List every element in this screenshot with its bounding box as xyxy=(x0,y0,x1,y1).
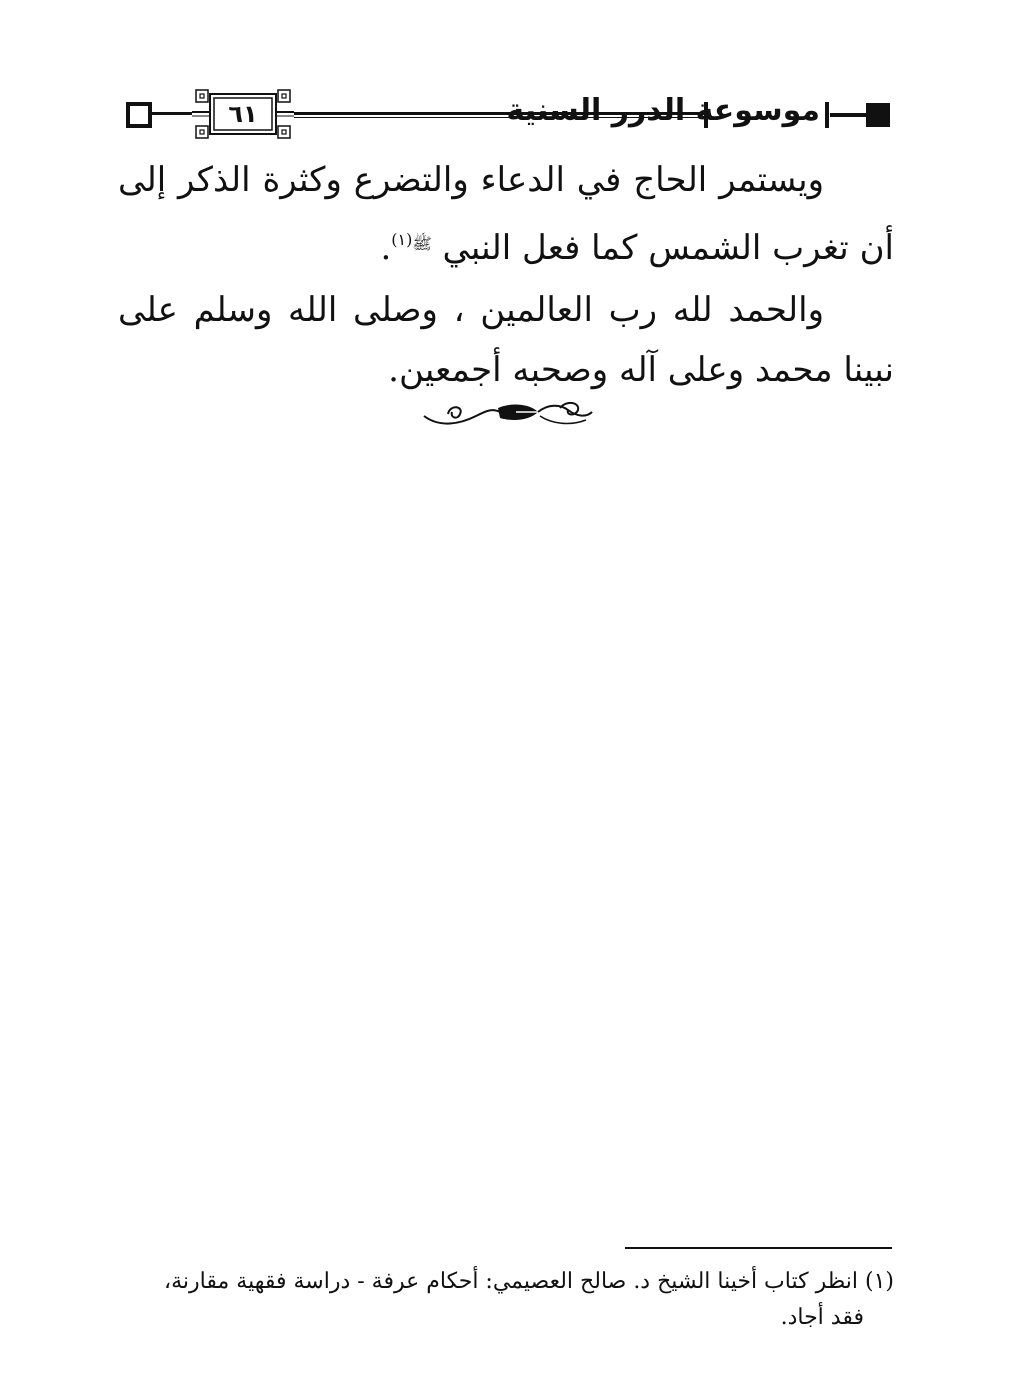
page-number-frame xyxy=(192,88,294,140)
page-number: ٦١ xyxy=(228,100,258,128)
header-square-ornament-left xyxy=(126,102,152,128)
paragraph-2-text: والحمد لله رب العالمين ، وصلى الله وسلم على نبينا محمد وعلى آله وصحبه أجمعين. xyxy=(118,290,894,390)
honorific-glyph: ﷺ xyxy=(412,234,432,253)
header-rule-right xyxy=(830,113,868,117)
paragraph-1-end: . xyxy=(380,228,392,268)
page-header xyxy=(118,82,898,148)
header-bar-right xyxy=(825,102,829,128)
footnote-separator xyxy=(625,1247,892,1249)
footnote-1-continuation: فقد أجاد. xyxy=(780,1305,864,1330)
paragraph-2 xyxy=(118,280,894,400)
footnote-reference[interactable]: (١) xyxy=(391,230,413,249)
paragraph-1 xyxy=(118,150,894,278)
end-ornament-flourish xyxy=(420,398,596,432)
header-rule-left-stem xyxy=(152,112,192,115)
paragraph-1-text: ويستمر الحاج في الدعاء والتضرع وكثرة الذكر إلى أن تغرب الشمس كما فعل النبي xyxy=(118,160,894,268)
footnote-1: (١) انظر كتاب أخينا الشيخ د. صالح العصيمي: أحكام عرفة - دراسة فقهية مقارنة، xyxy=(164,1269,894,1294)
book-title: موسوعة الدرر السنية xyxy=(506,93,820,128)
footnotes xyxy=(118,1264,894,1336)
header-square-ornament-right xyxy=(866,103,890,127)
